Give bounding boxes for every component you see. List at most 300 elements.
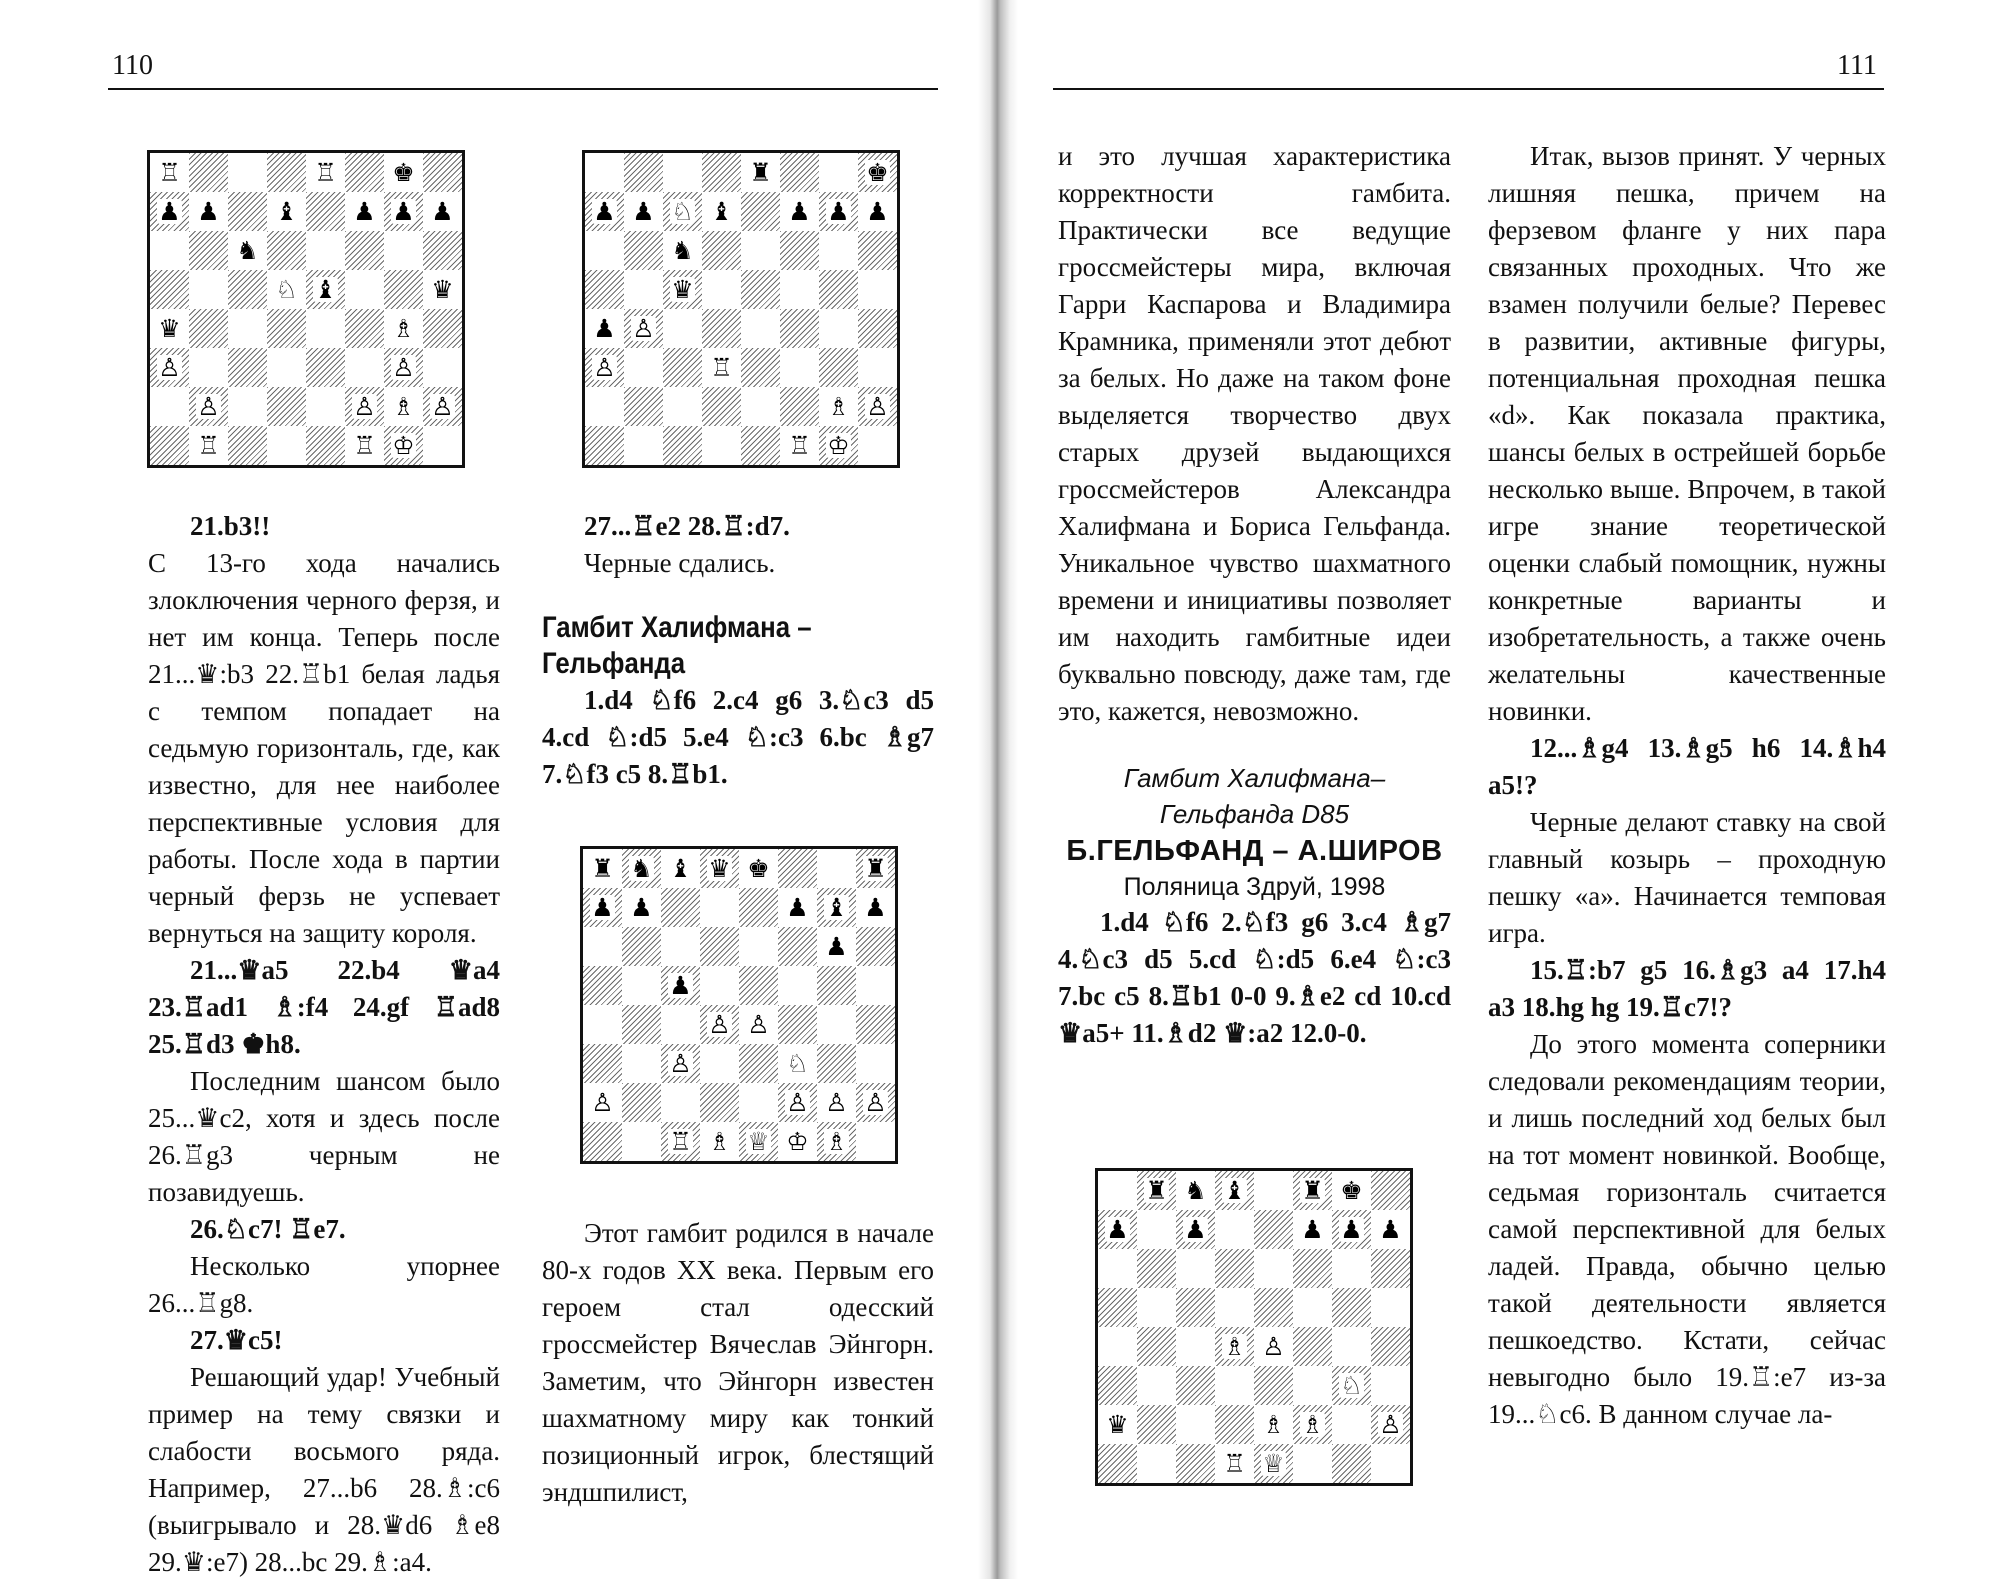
board-square [1098, 1249, 1137, 1288]
black-pawn-piece: ♟ [788, 197, 811, 226]
board-square [306, 426, 345, 465]
board-square [778, 1005, 817, 1044]
board-square [624, 309, 663, 348]
board-square [1254, 1327, 1293, 1366]
black-pawn-piece: ♟ [786, 893, 809, 922]
board-square [1098, 1171, 1137, 1210]
board-square [345, 153, 384, 192]
black-pawn-piece: ♟ [825, 932, 848, 961]
board-square [778, 849, 817, 888]
board-square [1176, 1249, 1215, 1288]
white-rook-piece: ♖ [197, 431, 220, 460]
board-square [189, 192, 228, 231]
white-king-piece: ♔ [827, 431, 850, 460]
board-square [1254, 1210, 1293, 1249]
opening-name: Гельфанда D85 [1159, 799, 1350, 829]
board-square [228, 153, 267, 192]
board-square [1254, 1405, 1293, 1444]
board-square [306, 192, 345, 231]
black-bishop-piece: ♝ [314, 275, 337, 304]
white-pawn-piece: ♙ [786, 1088, 809, 1117]
board-square [1254, 1171, 1293, 1210]
board-square [663, 231, 702, 270]
board-square [306, 348, 345, 387]
board-square [1371, 1288, 1410, 1327]
black-knight-piece: ♞ [236, 236, 259, 265]
board-square [1332, 1249, 1371, 1288]
board-square [1137, 1327, 1176, 1366]
board-square [856, 888, 895, 927]
board-square [1371, 1210, 1410, 1249]
black-king-piece: ♚ [392, 158, 415, 187]
board-square [858, 426, 897, 465]
board-square [1371, 1249, 1410, 1288]
left-column-2 [542, 508, 934, 793]
board-square [856, 849, 895, 888]
board-square [739, 888, 778, 927]
board-square [780, 192, 819, 231]
board-square [741, 231, 780, 270]
white-rook-piece: ♖ [1223, 1449, 1246, 1478]
board-square [741, 270, 780, 309]
board-square [583, 888, 622, 927]
black-pawn-piece: ♟ [630, 893, 653, 922]
board-square [661, 849, 700, 888]
white-pawn-piece: ♙ [353, 392, 376, 421]
board-square [585, 387, 624, 426]
chess-diagram-4 [1095, 1168, 1413, 1486]
board-square [819, 387, 858, 426]
commentary: Решающий удар! Учебный пример на тему связки и слабости восьмого ряда. Например, 27...b6 28.♗:c6 (выигрывало и 28.♛d6 ♗e8 29.♛:e7) 28...bc 29.♗:a4. [148, 1362, 500, 1577]
board-square [1176, 1327, 1215, 1366]
black-pawn-piece: ♟ [1184, 1215, 1207, 1244]
board-square [585, 231, 624, 270]
white-bishop-piece: ♗ [1262, 1410, 1285, 1439]
board-square [1176, 1444, 1215, 1483]
board-square [1137, 1405, 1176, 1444]
board-square [661, 1083, 700, 1122]
board-square [423, 192, 462, 231]
board-square [739, 849, 778, 888]
board-square [423, 270, 462, 309]
board-square [858, 231, 897, 270]
board-square [780, 153, 819, 192]
board-square [663, 387, 702, 426]
white-king-piece: ♔ [786, 1127, 809, 1156]
black-bishop-piece: ♝ [825, 893, 848, 922]
board-square [622, 1044, 661, 1083]
white-pawn-piece: ♙ [392, 353, 415, 382]
board-square [306, 153, 345, 192]
board-square [819, 348, 858, 387]
board-square [267, 231, 306, 270]
board-square [819, 153, 858, 192]
board-square [1215, 1210, 1254, 1249]
board-square [189, 270, 228, 309]
black-queen-piece: ♛ [431, 275, 454, 304]
board-square [1098, 1288, 1137, 1327]
left-column-1 [148, 508, 500, 1581]
board-square [585, 192, 624, 231]
black-bishop-piece: ♝ [669, 854, 692, 883]
white-rook-piece: ♖ [314, 158, 337, 187]
black-pawn-piece: ♟ [669, 971, 692, 1000]
board-square [583, 966, 622, 1005]
board-square [150, 387, 189, 426]
board-square [267, 270, 306, 309]
white-knight-piece: ♘ [671, 197, 694, 226]
board-square [622, 1122, 661, 1161]
board-square [700, 849, 739, 888]
board-square [661, 1005, 700, 1044]
board-square [702, 426, 741, 465]
commentary: и это лучшая характеристика корректности гамбита. Практически все ведущие гроссмейстеры мира, включая Гарри Каспарова и Владимира Крамника, применяли этот дебют за белых. Но даже на таком фоне выделяется творчество двух старых друзей выдающихся гроссмейстеров Александра Халифмана и Бориса Гельфанда. Уникальное чувство шахматного времени и инициативы позволяет им находить гамбитные идеи буквально повсюду, даже там, где это, кажется, невозможно. [1058, 141, 1451, 726]
board-square [384, 153, 423, 192]
board-square [384, 270, 423, 309]
white-rook-piece: ♖ [353, 431, 376, 460]
board-square [585, 426, 624, 465]
board-square [741, 348, 780, 387]
black-bishop-piece: ♝ [710, 197, 733, 226]
commentary: Черные делают ставку на свой главный козырь – проходную пешку «a». Начинается темповая игра. [1488, 807, 1886, 948]
move-text: 1.d4 ♘f6 2.c4 g6 3.♘c3 d5 4.cd ♘:d5 5.e4 ♘:c3 6.bc ♗g7 7.♘f3 c5 8.♖b1. [542, 685, 934, 789]
board-square [585, 270, 624, 309]
board-square [778, 966, 817, 1005]
board-square [1137, 1288, 1176, 1327]
board-square [1176, 1405, 1215, 1444]
white-pawn-piece: ♙ [632, 314, 655, 343]
board-square [817, 1122, 856, 1161]
board-square [423, 387, 462, 426]
board-square [741, 153, 780, 192]
move-text: 26.♘c7! ♖e7. [190, 1214, 346, 1244]
board-square [702, 153, 741, 192]
white-pawn-piece: ♙ [591, 1088, 614, 1117]
black-rook-piece: ♜ [864, 854, 887, 883]
board-square [1176, 1288, 1215, 1327]
board-square [1293, 1288, 1332, 1327]
white-pawn-piece: ♙ [1262, 1332, 1285, 1361]
board-square [817, 927, 856, 966]
white-rook-piece: ♖ [788, 431, 811, 460]
board-square [384, 231, 423, 270]
board-square [1293, 1366, 1332, 1405]
board-square [622, 966, 661, 1005]
page-number-right: 111 [1837, 50, 1877, 81]
board-square [583, 1083, 622, 1122]
white-queen-piece: ♕ [747, 1127, 770, 1156]
board-square [700, 888, 739, 927]
board-square [1215, 1288, 1254, 1327]
board-square [1332, 1171, 1371, 1210]
board-square [1176, 1210, 1215, 1249]
board-square [663, 270, 702, 309]
board-square [1098, 1210, 1137, 1249]
board-square [1137, 1249, 1176, 1288]
board-square [189, 387, 228, 426]
board-square [189, 153, 228, 192]
board-square [384, 387, 423, 426]
board-square [1293, 1210, 1332, 1249]
black-pawn-piece: ♟ [431, 197, 454, 226]
board-square [741, 309, 780, 348]
black-knight-piece: ♞ [630, 854, 653, 883]
board-square [585, 309, 624, 348]
board-square [702, 192, 741, 231]
white-knight-piece: ♘ [275, 275, 298, 304]
black-pawn-piece: ♟ [593, 314, 616, 343]
board-square [1137, 1366, 1176, 1405]
board-square [1371, 1366, 1410, 1405]
board-square [1293, 1249, 1332, 1288]
white-pawn-piece: ♙ [1379, 1410, 1402, 1439]
board-square [856, 966, 895, 1005]
board-square [189, 309, 228, 348]
board-square [306, 270, 345, 309]
board-square [624, 231, 663, 270]
board-square [1137, 1444, 1176, 1483]
board-square [267, 192, 306, 231]
board-square [150, 426, 189, 465]
board-square [858, 270, 897, 309]
board-square [819, 426, 858, 465]
white-pawn-piece: ♙ [431, 392, 454, 421]
black-queen-piece: ♛ [708, 854, 731, 883]
left-page [0, 0, 985, 1579]
black-pawn-piece: ♟ [866, 197, 889, 226]
board-square [384, 192, 423, 231]
board-square [1215, 1444, 1254, 1483]
board-square [1254, 1366, 1293, 1405]
board-square [345, 192, 384, 231]
board-square [661, 966, 700, 1005]
board-square [819, 270, 858, 309]
board-square [228, 270, 267, 309]
board-square [700, 1044, 739, 1083]
black-pawn-piece: ♟ [197, 197, 220, 226]
board-square [700, 1005, 739, 1044]
board-square [1293, 1171, 1332, 1210]
board-square [856, 1122, 895, 1161]
board-square [345, 231, 384, 270]
black-pawn-piece: ♟ [864, 893, 887, 922]
board-square [780, 309, 819, 348]
board-square [1215, 1405, 1254, 1444]
board-square [702, 270, 741, 309]
board-square [700, 966, 739, 1005]
white-rook-piece: ♖ [158, 158, 181, 187]
black-pawn-piece: ♟ [1106, 1215, 1129, 1244]
black-rook-piece: ♜ [1301, 1176, 1324, 1205]
black-knight-piece: ♞ [1184, 1176, 1207, 1205]
board-square [780, 231, 819, 270]
black-queen-piece: ♛ [671, 275, 694, 304]
board-square [624, 426, 663, 465]
board-square [624, 270, 663, 309]
board-square [702, 387, 741, 426]
white-knight-piece: ♘ [786, 1049, 809, 1078]
board-square [622, 888, 661, 927]
board-square [1098, 1444, 1137, 1483]
board-square [780, 270, 819, 309]
board-square [739, 927, 778, 966]
board-square [661, 927, 700, 966]
board-square [583, 1044, 622, 1083]
board-square [228, 231, 267, 270]
board-square [1176, 1171, 1215, 1210]
board-square [661, 1122, 700, 1161]
board-square [624, 348, 663, 387]
board-square [1293, 1405, 1332, 1444]
white-pawn-piece: ♙ [158, 353, 181, 382]
black-bishop-piece: ♝ [275, 197, 298, 226]
commentary: С 13-го хода начались злоключения черного ферзя, и нет им конца. Теперь после 21...♛:b3 22.♖b1 белая ладья с темпом попадает на седьмую горизонталь, где, как известно, для нее наиболее перспективные условия для работы. После хода в партии черный ферзь не успевает вернуться на защиту короля. [148, 548, 500, 948]
board-square [739, 966, 778, 1005]
board-square [267, 348, 306, 387]
board-square [702, 231, 741, 270]
board-square [819, 309, 858, 348]
black-king-piece: ♚ [1340, 1176, 1363, 1205]
board-square [817, 888, 856, 927]
board-square [583, 1005, 622, 1044]
board-square [306, 387, 345, 426]
board-square [700, 1122, 739, 1161]
board-square [1371, 1444, 1410, 1483]
board-square [663, 153, 702, 192]
board-square [150, 348, 189, 387]
board-square [267, 153, 306, 192]
black-knight-piece: ♞ [671, 236, 694, 265]
commentary: Итак, вызов принят. У черных лишняя пешка, причем на ферзевом фланге у них пара связанных проходных. Что же взамен получили белые? Перевес в развитии, активные фигуры, потенциальная проходная пешка «d». Как показала практика, шансы белых в острейшей борьбе несколько выше. Впрочем, в такой игре знание теоретической оценки слабый помощник, нужны конкретные варианты и изобретательность, а также очень желательны качественные новинки. [1488, 141, 1886, 726]
board-square [1254, 1288, 1293, 1327]
white-pawn-piece: ♙ [197, 392, 220, 421]
board-square [1098, 1366, 1137, 1405]
board-square [858, 192, 897, 231]
black-bishop-piece: ♝ [1223, 1176, 1246, 1205]
board-square [778, 1083, 817, 1122]
board-square [661, 1044, 700, 1083]
board-square [189, 426, 228, 465]
move-text: 21...♛a5 22.b4 ♛a4 23.♖ad1 ♗:f4 24.gf ♖ad8 25.♖d3 ♚h8. [148, 955, 500, 1059]
board-square [189, 348, 228, 387]
board-square [780, 348, 819, 387]
black-pawn-piece: ♟ [593, 197, 616, 226]
board-square [150, 231, 189, 270]
board-square [1215, 1171, 1254, 1210]
black-queen-piece: ♛ [1106, 1410, 1129, 1439]
white-rook-piece: ♖ [669, 1127, 692, 1156]
board-square [345, 309, 384, 348]
board-square [306, 231, 345, 270]
board-square [1254, 1444, 1293, 1483]
board-square [739, 1083, 778, 1122]
board-square [858, 387, 897, 426]
move-text: 1.d4 ♘f6 2.♘f3 g6 3.c4 ♗g7 4.♘c3 d5 5.cd ♘:d5 6.e4 ♘:c3 7.bc c5 8.♖b1 0-0 9.♗e2 cd 10.cd ♛a5+ 11.♗d2 ♛:a2 12.0-0. [1058, 907, 1451, 1048]
board-square [1215, 1366, 1254, 1405]
board-square [1098, 1405, 1137, 1444]
board-square [228, 387, 267, 426]
white-bishop-piece: ♗ [827, 392, 850, 421]
board-square [345, 348, 384, 387]
board-square [663, 426, 702, 465]
white-bishop-piece: ♗ [1223, 1332, 1246, 1361]
move-text: 15.♖:b7 g5 16.♗g3 a4 17.h4 a3 18.hg hg 19.♖c7!? [1488, 955, 1886, 1022]
board-square [702, 348, 741, 387]
black-rook-piece: ♜ [1145, 1176, 1168, 1205]
white-bishop-piece: ♗ [392, 314, 415, 343]
section-heading: Гамбит Халифмана – [542, 611, 812, 644]
board-square [423, 426, 462, 465]
board-square [1176, 1366, 1215, 1405]
board-square [306, 309, 345, 348]
board-square [819, 231, 858, 270]
board-square [1332, 1327, 1371, 1366]
black-pawn-piece: ♟ [591, 893, 614, 922]
board-square [585, 153, 624, 192]
board-square [1371, 1171, 1410, 1210]
board-square [228, 309, 267, 348]
board-square [423, 348, 462, 387]
board-square [423, 153, 462, 192]
commentary: Последним шансом было 25...♛c2, хотя и здесь после 26.♖g3 черным не позавидуешь. [148, 1066, 500, 1207]
board-square [1098, 1327, 1137, 1366]
commentary: Несколько упорнее 26...♖g8. [148, 1251, 500, 1318]
left-column-2-bottom [542, 1215, 934, 1511]
board-square [228, 348, 267, 387]
board-square [778, 1044, 817, 1083]
white-pawn-piece: ♙ [669, 1049, 692, 1078]
section-heading: Гельфанда [542, 647, 686, 680]
board-square [267, 387, 306, 426]
board-square [345, 270, 384, 309]
board-square [1332, 1210, 1371, 1249]
board-square [150, 270, 189, 309]
board-square [739, 1044, 778, 1083]
black-pawn-piece: ♟ [392, 197, 415, 226]
board-square [622, 927, 661, 966]
black-pawn-piece: ♟ [827, 197, 850, 226]
black-pawn-piece: ♟ [632, 197, 655, 226]
board-square [663, 348, 702, 387]
board-square [622, 849, 661, 888]
board-square [817, 849, 856, 888]
board-square [858, 348, 897, 387]
board-square [384, 426, 423, 465]
commentary: До этого момента соперники следовали рекомендациям теории, и лишь последний ход белых был на тот момент новинкой. Вообще, седьмая горизонталь считается самой перспективной для белых ладей. Правда, обычно целью такой деятельности является пешкоедство. Кстати, сейчас невыгодно было 19.♖:e7 из-за 19...♘c6. В данном случае ла- [1488, 1029, 1886, 1429]
black-rook-piece: ♜ [749, 158, 772, 187]
white-bishop-piece: ♗ [392, 392, 415, 421]
board-square [1371, 1405, 1410, 1444]
move-text: 21.b3!! [190, 511, 271, 541]
opening-name: Гамбит Халифмана– [1123, 763, 1386, 793]
board-square [1137, 1171, 1176, 1210]
board-square [856, 1044, 895, 1083]
board-square [778, 888, 817, 927]
board-square [856, 1005, 895, 1044]
white-knight-piece: ♘ [1340, 1371, 1363, 1400]
board-square [583, 849, 622, 888]
black-queen-piece: ♛ [158, 314, 181, 343]
move-text: 27...♖e2 28.♖:d7. [584, 511, 790, 541]
board-square [1371, 1327, 1410, 1366]
board-square [1332, 1444, 1371, 1483]
board-square [267, 426, 306, 465]
board-square [663, 192, 702, 231]
board-square [1215, 1327, 1254, 1366]
board-square [858, 153, 897, 192]
white-rook-piece: ♖ [710, 353, 733, 382]
right-column-1 [1058, 138, 1451, 1052]
